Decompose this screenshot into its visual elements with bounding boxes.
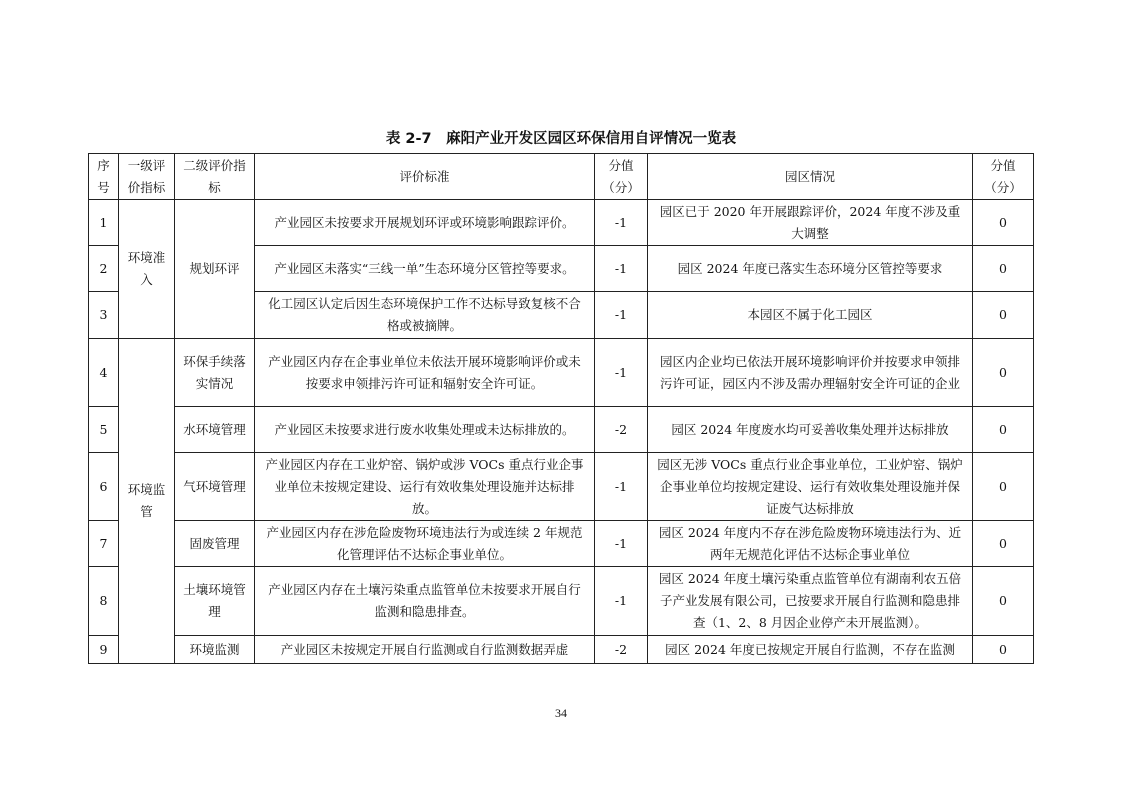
score-cell: -1 [595,453,648,521]
result-cell: 0 [973,453,1034,521]
level2-cell: 土壤环境管理 [175,567,255,636]
criterion-cell: 产业园区内存在土壤污染重点监管单位未按要求开展自行监测和隐患排查。 [255,567,595,636]
row-no: 2 [89,246,119,292]
row-no: 9 [89,636,119,664]
score-cell: -1 [595,292,648,339]
criterion-cell: 产业园区内存在涉危险废物环境违法行为或连续 2 年规范化管理评估不达标企事业单位。 [255,521,595,567]
table-row [89,636,1034,664]
result-cell: 0 [973,407,1034,453]
situation-cell: 本园区不属于化工园区 [648,292,973,339]
table-row [89,339,1034,407]
criterion-cell: 产业园区内存在工业炉窑、锅炉或涉 VOCs 重点行业企事业单位未按规定建设、运行有效收集处理设施并达标排放。 [255,453,595,521]
score-cell: -2 [595,407,648,453]
score-cell: -1 [595,200,648,246]
row-no: 6 [89,453,119,521]
situation-cell: 园区内企业均已依法开展环境影响评价并按要求申领排污许可证，园区内不涉及需办理辐射安全许可证的企业 [648,339,973,407]
row-no: 8 [89,567,119,636]
result-cell: 0 [973,636,1034,664]
score-cell: -1 [595,567,648,636]
level1-cell: 环境监管 [119,339,175,664]
table-header-row [89,154,1034,200]
level2-cell: 环境监测 [175,636,255,664]
header-situation: 园区情况 [648,154,973,200]
score-cell: -2 [595,636,648,664]
eval-table [88,153,1034,664]
criterion-cell: 产业园区未按要求进行废水收集处理或未达标排放的。 [255,407,595,453]
result-cell: 0 [973,200,1034,246]
situation-cell: 园区 2024 年度废水均可妥善收集处理并达标排放 [648,407,973,453]
header-level2: 二级评价指标 [175,154,255,200]
row-no: 5 [89,407,119,453]
row-no: 4 [89,339,119,407]
result-cell: 0 [973,246,1034,292]
situation-cell: 园区无涉 VOCs 重点行业企事业单位，工业炉窑、锅炉企事业单位均按规定建设、运行有效收集处理设施并保证废气达标排放 [648,453,973,521]
level2-cell: 环保手续落实情况 [175,339,255,407]
level2-cell: 气环境管理 [175,453,255,521]
criterion-cell: 产业园区未按规定开展自行监测或自行监测数据弄虚 [255,636,595,664]
result-cell: 0 [973,567,1034,636]
row-no: 3 [89,292,119,339]
table-row [89,567,1034,636]
table-title: 表 2-7 麻阳产业开发区园区环保信用自评情况一览表 [385,131,737,147]
criterion-cell: 产业园区内存在企事业单位未依法开展环境影响评价或未按要求申领排污许可证和辐射安全许可证。 [255,339,595,407]
situation-cell: 园区 2024 年度土壤污染重点监管单位有湖南利农五倍子产业发展有限公司，已按要求开展自行监测和隐患排查（1、2、8 月因企业停产未开展监测）。 [648,567,973,636]
header-no: 序号 [89,154,119,200]
result-cell: 0 [973,521,1034,567]
situation-cell: 园区 2024 年度已落实生态环境分区管控等要求 [648,246,973,292]
score-cell: -1 [595,521,648,567]
row-no: 7 [89,521,119,567]
level1-cell: 环境准入 [119,200,175,339]
header-criterion: 评价标准 [255,154,595,200]
table-row [89,521,1034,567]
criterion-cell: 产业园区未按要求开展规划环评或环境影响跟踪评价。 [255,200,595,246]
header-level1: 一级评价指标 [119,154,175,200]
table-row [89,200,1034,246]
criterion-cell: 产业园区未落实“三线一单”生态环境分区管控等要求。 [255,246,595,292]
table-row [89,407,1034,453]
level2-cell: 规划环评 [175,200,255,339]
score-cell: -1 [595,246,648,292]
level2-cell: 水环境管理 [175,407,255,453]
criterion-cell: 化工园区认定后因生态环境保护工作不达标导致复核不合格或被摘牌。 [255,292,595,339]
page-number: 34 [555,706,567,720]
score-cell: -1 [595,339,648,407]
situation-cell: 园区 2024 年度已按规定开展自行监测，不存在监测 [648,636,973,664]
result-cell: 0 [973,339,1034,407]
level2-cell: 固废管理 [175,521,255,567]
header-result: 分值（分） [973,154,1034,200]
table-row [89,453,1034,521]
row-no: 1 [89,200,119,246]
header-score: 分值（分） [595,154,648,200]
situation-cell: 园区已于 2020 年开展跟踪评价，2024 年度不涉及重大调整 [648,200,973,246]
situation-cell: 园区 2024 年度内不存在涉危险废物环境违法行为、近两年无规范化评估不达标企事业单位 [648,521,973,567]
result-cell: 0 [973,292,1034,339]
